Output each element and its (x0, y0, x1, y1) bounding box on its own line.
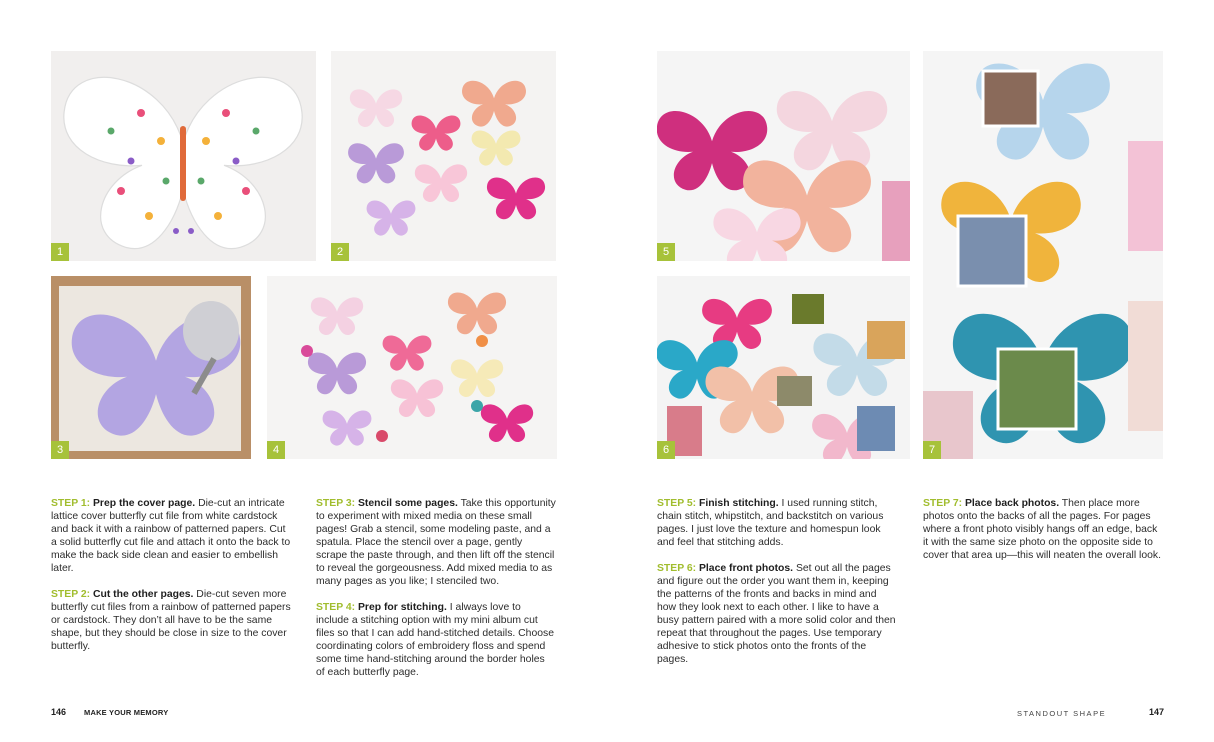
photo-2-patterned-butterflies (331, 51, 556, 261)
photo-5-stitched-butterflies (657, 51, 910, 261)
step-1-paragraph: STEP 1: Prep the cover page. Die-cut an intricate lattice cover butterfly cut file from white cardstock and back it with a rainbow of patterned papers. Cut a solid butterfly cut file and attach it onto the back to make the back side clean and easier to embellish later. (51, 498, 291, 574)
steps-column-3 (657, 497, 897, 679)
photo-number-badge: 2 (331, 243, 349, 261)
photo-number-badge: 1 (51, 243, 69, 261)
step-5-paragraph: STEP 5: Finish stitching. I used running stitch, chain stitch, whipstitch, and backstitch on various pages. I just love the texture and homespun look and feel that stitching adds. (657, 498, 884, 548)
left-page-number: 146 (51, 707, 67, 717)
step-2-paragraph: STEP 2: Cut the other pages. Die-cut seven more butterfly cut files from a rainbow of patterned papers or cardstock. They don’t all have to be the same shape, but they should be close in size to the cover butterfly. (51, 589, 291, 652)
left-running-title: MAKE YOUR MEMORY (84, 708, 169, 717)
photo-6-front-photos (657, 276, 910, 459)
steps-column-1 (51, 497, 291, 666)
step-7-paragraph: STEP 7: Place back photos. Then place more photos onto the backs of all the pages. For pages where a front photo visibly hangs off an edge, back it with the same size photo on the opposite side to cover that area up—this will neaten the overall look. (923, 498, 1161, 561)
photo-4-embroidery-floss (267, 276, 557, 459)
photo-number-badge: 4 (267, 441, 285, 459)
right-running-title: STANDOUT SHAPE (1017, 709, 1107, 718)
right-page-number: 147 (1149, 707, 1165, 717)
step-6-paragraph: STEP 6: Place front photos. Set out all the pages and figure out the order you want them in, keeping the patterns of the fronts and backs in mind and how they look next to each other. I like to have a busy pattern paired with a more solid color and then repeat that throughout the pages. Use temporary adhesive to stick photos onto the fronts of the pages. (657, 563, 896, 665)
steps-column-2 (316, 497, 556, 692)
photo-number-badge: 6 (657, 441, 675, 459)
step-3-paragraph: STEP 3: Stencil some pages. Take this opportunity to experiment with mixed media on these small pages! Grab a stencil, some modeling paste, and a spatula. Place the stencil over a page, gently scrape the paste through, and then lift off the stencil to reveal the gorgeousness. Add mixed media to as many pages as you like; I stenciled two. (316, 498, 556, 587)
photo-3-stencil (51, 276, 251, 459)
photo-number-badge: 5 (657, 243, 675, 261)
step-4-paragraph: STEP 4: Prep for stitching. I always love to include a stitching option with my mini album cut files so that I can add hand-stitched details. Choose coordinating colors of embroidery floss and spend some time hand-stitching around the border holes of each butterfly page. (316, 602, 554, 678)
photo-number-badge: 3 (51, 441, 69, 459)
photo-7-back-photos (923, 51, 1163, 459)
photo-1-lattice-butterfly (51, 51, 316, 261)
photo-number-badge: 7 (923, 441, 941, 459)
steps-column-4 (923, 497, 1165, 575)
